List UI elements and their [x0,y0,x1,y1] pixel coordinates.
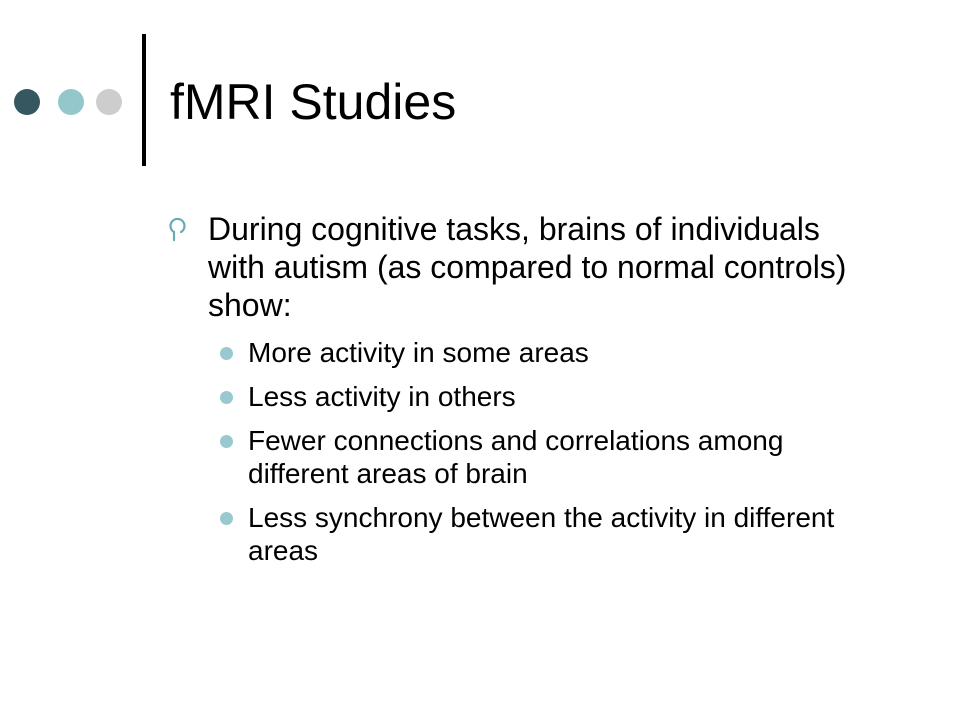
slide-content [168,210,888,578]
round-bullet-icon [220,512,233,525]
main-bullet-text: During cognitive tasks, brains of individuals with autism (as compared to normal controls) show: [208,211,847,323]
slide-title: fMRI Studies [170,74,457,130]
round-bullet-icon [220,435,233,448]
round-bullet-icon [220,391,233,404]
decorative-dot-teal [58,89,84,115]
sub-bullet [168,336,888,369]
sub-bullet [168,380,888,413]
title-divider [142,34,146,166]
bullet-marker-icon [168,210,194,248]
sub-bullet-text: Less activity in others [248,381,516,412]
decorative-dot-dark [14,89,40,115]
sub-bullet-text: Fewer connections and correlations among different areas of brain [248,425,784,489]
sub-bullet-text: More activity in some areas [248,337,589,368]
sub-bullet [168,501,888,567]
sub-bullet-list [168,336,888,567]
sub-bullet [168,424,888,490]
sub-bullet-text: Less synchrony between the activity in different areas [248,502,835,566]
decorative-dot-gray [96,89,122,115]
round-bullet-icon [220,347,233,360]
main-bullet [168,210,888,324]
